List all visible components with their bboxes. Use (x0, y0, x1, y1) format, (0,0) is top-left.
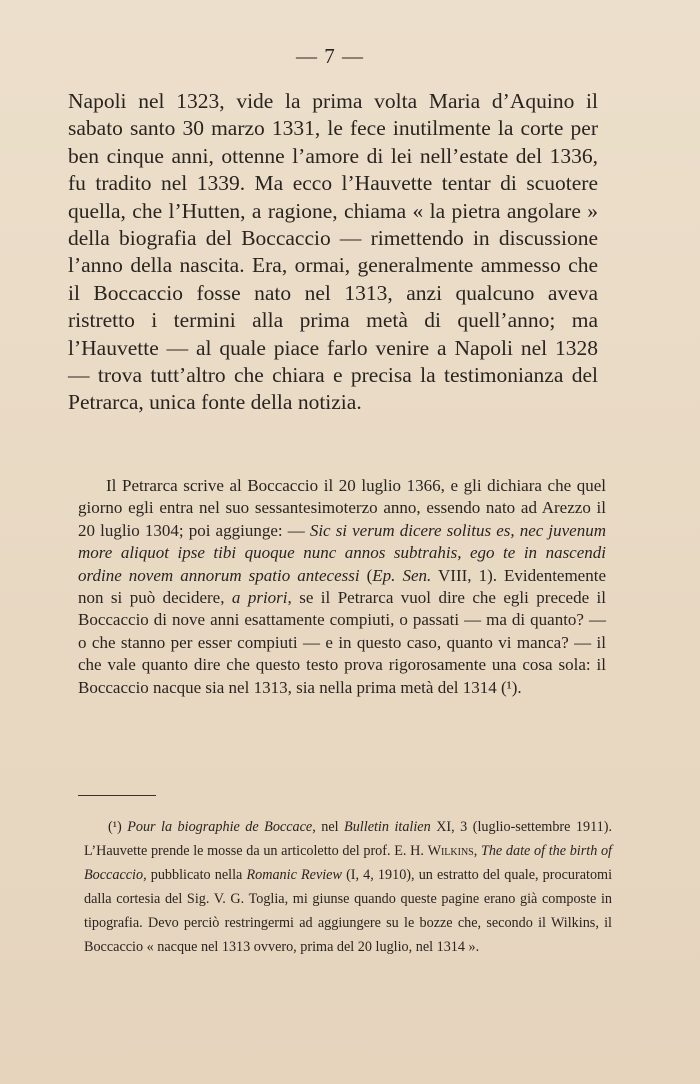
footnote-marker: (¹) (108, 819, 122, 835)
footnote-title-1: Pour la biographie de Boccace (127, 819, 313, 835)
footnote-journal-2: Romanic Review (246, 867, 342, 883)
footnote-divider (78, 795, 156, 796)
footnote-text-2: XI, 3 (luglio-settembre 1911). L’Hauvette prende le mosse da un articoletto del prof. E. H. (84, 819, 613, 859)
footnote-text-1: , nel (312, 819, 339, 835)
footnote-text (84, 815, 612, 959)
main-paragraph-block (68, 88, 598, 417)
main-paragraph: Napoli nel 1323, vide la prima volta Maria d’Aquino il sabato santo 30 marzo 1331, le fece inutilmente la corte per ben cinque anni, ottenne l’amore di lei nell’estate del 1336, fu tradito nel 1339. Ma ecco l’Hauvette tentar di scuotere quella, che l’Hutten, a ragione, chiama « la pietra angolare » della biografia del Boccaccio — rimettendo in discussione l’anno della nascita. Era, ormai, generalmente ammesso che il Boccaccio fosse nato nel 1313, anzi qualcuno aveva ristretto i termini alla prima metà di quell’anno; ma l’Hauvette — al quale piace farlo venire a Napoli nel 1328 — trova tutt’altro che chiara e precisa la testimonianza del Petrarca, unica fonte della notizia. (68, 89, 598, 415)
citation-work: Ep. Sen. (372, 565, 432, 585)
footnote-text-3: , (473, 843, 478, 859)
citation-open: ( (366, 565, 373, 585)
footnote-journal-1: Bulletin italien (344, 819, 431, 835)
footnote-block (84, 815, 612, 959)
second-paragraph-block (78, 475, 606, 699)
petrarca-letter-text: Il Petrarca scrive al Boccaccio il 20 luglio 1366, e gli dichiara che quel giorno egli entra nel suo sessantesimoterzo anno, essendo nato ad Arezzo il 20 luglio 1304; poi aggiunge: — (78, 476, 606, 540)
second-paragraph-conclusion: , se il Petrarca vuol dire che egli precede il Boccaccio di nove anni esattamente compiuti, o passati — ma di quanto? — o che stanno per esser compiuti — e in questo caso, quanto vi manca? — il che vale quanto dire che questo testo prova rigorosamente una cosa sola: il Boccaccio nacque sia nel 1313, sia nella prima metà del 1314 (¹). (78, 588, 607, 697)
latin-quote: Sic si verum dicere solitus es, nec juvenum more aliquot ipse tibi quoque nunc annos subtrahis, ego te in nascendi ordine novem annorum spatio antecessi (78, 520, 606, 585)
page-number: — 7 — (296, 44, 364, 68)
footnote-author: Wilkins (427, 843, 474, 859)
footnote-text-5: (I, 4, 1910), un estratto del quale, procuratomi dalla cortesia del Sig. V. G. Toglia, mi giunse quando queste pagine erano già composte in tipografia. Devo perciò restringermi ad aggiungere su le bozze che, secondo il Wilkins, il Boccaccio « nacque nel 1313 ovvero, prima del 20 luglio, nel 1314 ». (84, 867, 613, 955)
footnote-title-2: The date of the birth of Boccaccio (84, 843, 612, 883)
second-paragraph (78, 475, 606, 699)
citation-rest: VIII, 1). Evidentemente non si può decidere, (78, 565, 607, 608)
footnote-text-4: , pubblicato nella (143, 867, 243, 883)
a-priori-term: a priori (231, 588, 288, 608)
